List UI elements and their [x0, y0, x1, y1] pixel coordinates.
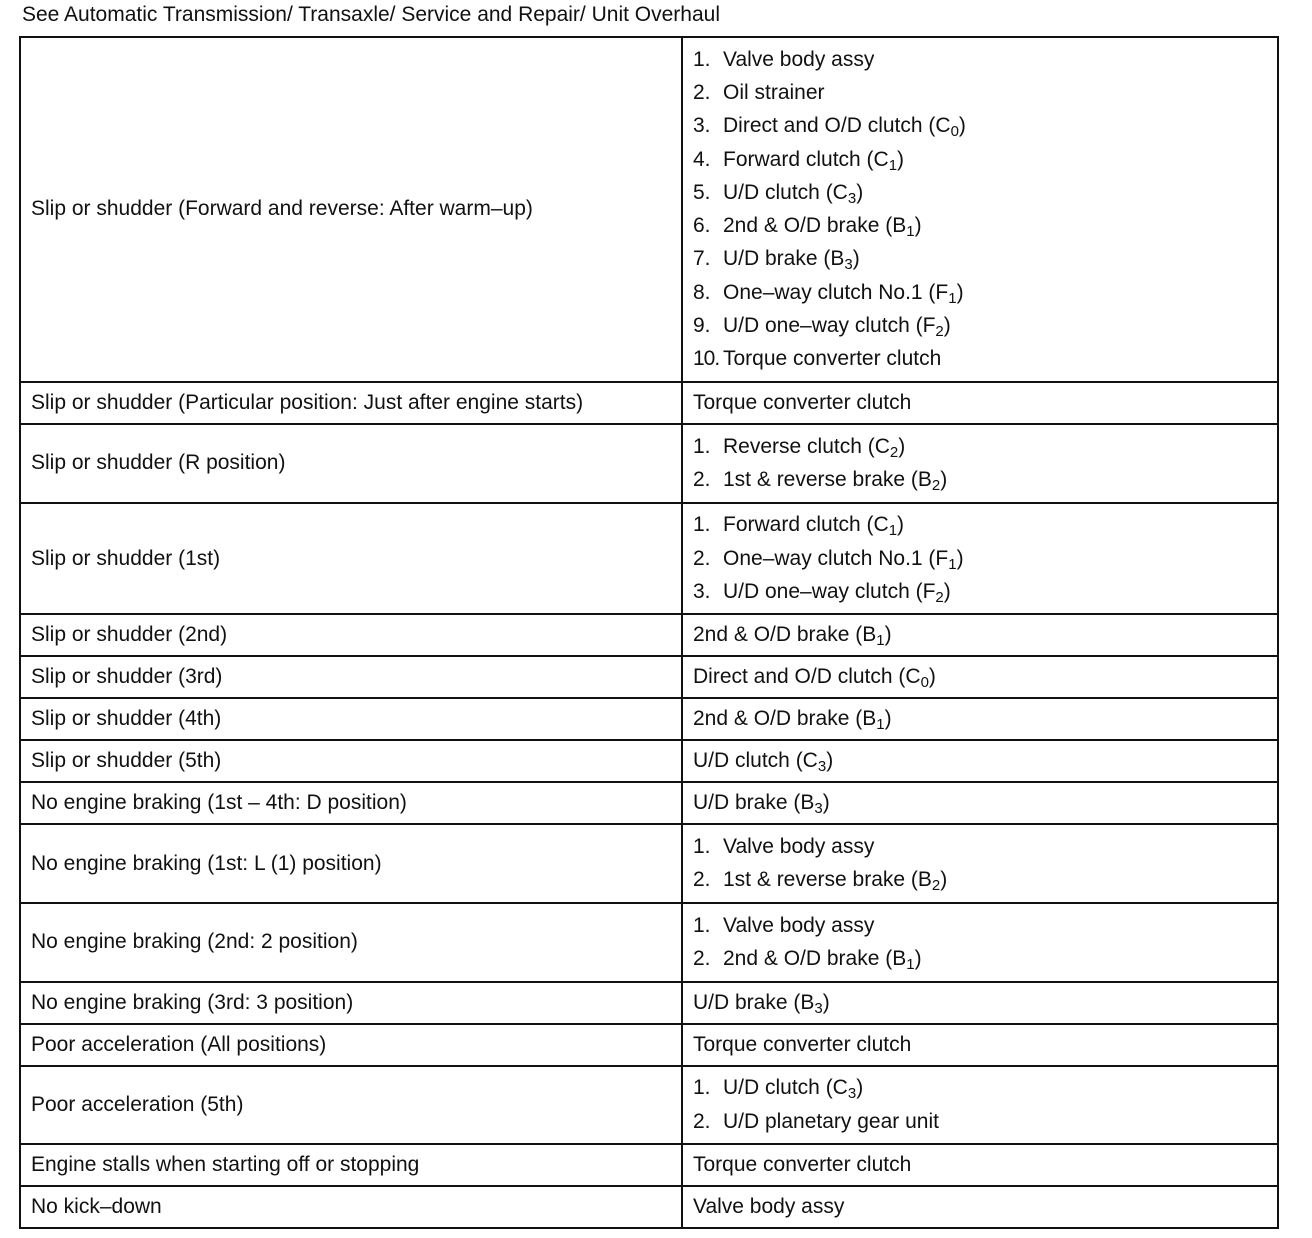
item-number: 8.: [693, 280, 711, 304]
item-number: 9.: [693, 314, 711, 338]
item-body: [723, 281, 964, 305]
symptom-cell: No engine braking (1st: L (1) position): [20, 824, 682, 903]
list-item: [693, 343, 1277, 376]
item-text: U/D one–way clutch (F: [723, 314, 936, 338]
item-body: [723, 868, 948, 895]
item-number: 2.: [693, 80, 711, 104]
item-body: [723, 1110, 939, 1134]
item-close-paren: ): [897, 147, 905, 171]
item-body: [723, 148, 904, 172]
item-text: One–way clutch No.1 (F: [723, 280, 949, 304]
table-row: [20, 1186, 1278, 1228]
item-number: 1.: [693, 47, 711, 71]
item-number: 2.: [693, 467, 711, 491]
item-subscript: 1: [876, 632, 885, 650]
item-text: U/D planetary gear unit: [723, 1109, 939, 1133]
table-row: [20, 1024, 1278, 1066]
item-body: [723, 947, 922, 971]
item-body: [723, 435, 905, 459]
item-subscript: 1: [948, 289, 957, 307]
item-text: U/D brake (B: [693, 791, 815, 815]
item-close-paren: ): [928, 665, 936, 689]
single-item: [693, 990, 830, 1017]
inspection-list: [693, 1067, 1277, 1144]
inspection-item-cell: [682, 782, 1278, 824]
item-number: 6.: [693, 214, 711, 238]
item-text: 1st & reverse brake (B: [723, 868, 932, 892]
inspection-item-cell: [682, 382, 1278, 424]
item-text: 2nd & O/D brake (B: [693, 623, 877, 647]
item-text: Torque converter clutch: [693, 1032, 912, 1056]
inspection-item-cell: [682, 1144, 1278, 1186]
inspection-item-cell: [682, 656, 1278, 698]
symptom-cell: Engine stalls when starting off or stopping: [20, 1144, 682, 1186]
list-item: [693, 243, 1277, 276]
item-close-paren: ): [914, 214, 922, 238]
table-row: [20, 37, 1278, 382]
item-subscript: 3: [817, 758, 827, 776]
inspection-item-cell: [682, 698, 1278, 740]
item-text: 1st & reverse brake (B: [723, 467, 932, 491]
list-item: [693, 309, 1277, 342]
item-number: 1.: [693, 1076, 711, 1100]
item-subscript: 3: [844, 256, 853, 274]
item-text: Oil strainer: [723, 80, 825, 104]
item-subscript: 3: [814, 800, 823, 818]
item-subscript: 1: [906, 223, 915, 241]
item-subscript: 2: [935, 323, 944, 341]
list-item: [693, 575, 1277, 608]
inspection-item-cell: [682, 614, 1278, 656]
list-item: [693, 1105, 1277, 1138]
inspection-item-cell: [682, 424, 1278, 503]
list-item: [693, 1072, 1277, 1105]
table-row: [20, 382, 1278, 424]
table-row: [20, 424, 1278, 503]
item-number: 5.: [693, 180, 711, 204]
item-text: U/D clutch (C: [693, 749, 818, 773]
item-number: 1.: [693, 835, 711, 859]
list-item: [693, 209, 1277, 242]
item-subscript: 1: [888, 156, 898, 174]
inspection-list: [693, 504, 1277, 614]
item-subscript: 2: [931, 476, 941, 494]
inspection-list: [693, 425, 1277, 502]
item-subscript: 2: [931, 877, 941, 895]
symptom-cell: Poor acceleration (All positions): [20, 1024, 682, 1066]
list-item: [693, 830, 1277, 863]
item-subscript: 3: [814, 999, 823, 1017]
item-number: 2.: [693, 946, 711, 970]
item-text: Torque converter clutch: [693, 1153, 912, 1177]
single-item: [693, 391, 911, 414]
item-text: Reverse clutch (C: [723, 434, 890, 458]
item-close-paren: ): [940, 467, 948, 491]
item-close-paren: ): [940, 868, 948, 892]
item-body: [723, 114, 966, 141]
list-item: [693, 143, 1277, 176]
item-subscript: 1: [906, 955, 915, 973]
item-number: 4.: [693, 147, 711, 171]
symptom-cell: Slip or shudder (Particular position: Just after engine starts): [20, 382, 682, 424]
item-number: 10.: [693, 347, 720, 371]
item-subscript: 2: [935, 588, 944, 606]
list-item: [693, 864, 1277, 897]
symptom-cell: Slip or shudder (5th): [20, 740, 682, 782]
inspection-item-cell: [682, 1186, 1278, 1228]
list-item: [693, 909, 1277, 942]
inspection-list: [693, 825, 1277, 902]
item-text: Torque converter clutch: [693, 390, 912, 414]
symptom-cell: Slip or shudder (2nd): [20, 614, 682, 656]
item-text: Valve body assy: [723, 47, 875, 71]
item-text: Valve body assy: [723, 913, 875, 937]
list-item: [693, 509, 1277, 542]
item-subscript: 0: [920, 674, 929, 692]
table-row: [20, 982, 1278, 1024]
diagnosis-table: [19, 36, 1279, 1229]
item-close-paren: ): [943, 314, 951, 338]
item-close-paren: ): [856, 180, 864, 204]
symptom-cell: Slip or shudder (4th): [20, 698, 682, 740]
item-body: [723, 513, 905, 540]
item-body: [723, 347, 941, 371]
table-row: [20, 1144, 1278, 1186]
table-row: [20, 740, 1278, 782]
item-subscript: 0: [950, 123, 959, 141]
list-item: [693, 430, 1277, 463]
table-row: [20, 903, 1278, 982]
item-text: Direct and O/D clutch (C: [723, 114, 951, 138]
item-body: [723, 914, 874, 938]
item-subscript: 2: [889, 443, 899, 461]
item-text: U/D brake (B: [693, 990, 815, 1014]
table-row: [20, 503, 1278, 615]
list-item: [693, 110, 1277, 143]
item-subscript: 3: [847, 189, 857, 207]
table-row: [20, 698, 1278, 740]
item-body: [723, 580, 951, 604]
symptom-cell: Slip or shudder (3rd): [20, 656, 682, 698]
symptom-cell: Slip or shudder (Forward and reverse: After warm–up): [20, 37, 682, 382]
item-text: Torque converter clutch: [723, 347, 942, 371]
item-text: Direct and O/D clutch (C: [693, 665, 921, 689]
table-row: [20, 656, 1278, 698]
item-text: 2nd & O/D brake (B: [723, 214, 907, 238]
inspection-list: [693, 38, 1277, 381]
inspection-list: [693, 904, 1277, 981]
item-number: 2.: [693, 546, 711, 570]
item-body: [723, 468, 947, 492]
item-close-paren: ): [884, 623, 892, 647]
single-item: [693, 1033, 911, 1056]
single-item: [693, 665, 936, 692]
list-item: [693, 76, 1277, 109]
item-number: 1.: [693, 513, 711, 537]
inspection-item-cell: [682, 824, 1278, 903]
item-body: [723, 547, 964, 571]
item-number: 1.: [693, 434, 711, 458]
item-subscript: 1: [888, 522, 898, 540]
inspection-item-cell: [682, 740, 1278, 782]
list-item: [693, 942, 1277, 975]
symptom-cell: No engine braking (1st – 4th: D position): [20, 782, 682, 824]
item-text: U/D one–way clutch (F: [723, 579, 936, 603]
item-body: [723, 214, 922, 241]
single-item: [693, 1195, 844, 1218]
item-text: U/D brake (B: [723, 247, 845, 271]
item-text: Valve body assy: [723, 835, 875, 859]
item-body: [723, 1076, 864, 1103]
item-subscript: 1: [876, 716, 885, 734]
single-item: [693, 749, 834, 776]
single-item: [693, 1153, 911, 1176]
item-text: 2nd & O/D brake (B: [723, 946, 907, 970]
item-close-paren: ): [826, 749, 834, 773]
item-close-paren: ): [956, 546, 964, 570]
item-body: [723, 181, 863, 205]
symptom-cell: No engine braking (3rd: 3 position): [20, 982, 682, 1024]
item-text: 2nd & O/D brake (B: [693, 707, 877, 731]
item-body: [723, 314, 951, 341]
item-close-paren: ): [898, 434, 906, 458]
item-number: 3.: [693, 579, 711, 603]
item-body: [723, 247, 860, 274]
table-row: [20, 824, 1278, 903]
list-item: [693, 276, 1277, 309]
list-item: [693, 542, 1277, 575]
item-subscript: 3: [847, 1085, 857, 1103]
item-number: 7.: [693, 247, 711, 271]
item-number: 3.: [693, 114, 711, 138]
symptom-cell: Poor acceleration (5th): [20, 1066, 682, 1145]
item-close-paren: ): [852, 247, 860, 271]
item-body: [723, 48, 874, 72]
item-text: Forward clutch (C: [723, 513, 889, 537]
item-body: [723, 81, 825, 105]
symptom-cell: Slip or shudder (1st): [20, 503, 682, 615]
symptom-cell: No kick–down: [20, 1186, 682, 1228]
inspection-item-cell: [682, 1066, 1278, 1145]
item-text: Forward clutch (C: [723, 147, 889, 171]
symptom-cell: Slip or shudder (R position): [20, 424, 682, 503]
item-text: U/D clutch (C: [723, 180, 848, 204]
single-item: [693, 707, 892, 734]
inspection-item-cell: [682, 503, 1278, 615]
item-text: One–way clutch No.1 (F: [723, 546, 949, 570]
inspection-item-cell: [682, 982, 1278, 1024]
list-item: [693, 176, 1277, 209]
item-number: 2.: [693, 1109, 711, 1133]
item-close-paren: ): [884, 707, 892, 731]
list-item: [693, 43, 1277, 76]
page-heading: See Automatic Transmission/ Transaxle/ Service and Repair/ Unit Overhaul: [22, 3, 720, 26]
item-number: 1.: [693, 913, 711, 937]
item-body: [723, 835, 874, 859]
item-text: U/D clutch (C: [723, 1076, 848, 1100]
item-subscript: 1: [948, 555, 957, 573]
item-close-paren: ): [897, 513, 905, 537]
item-text: Valve body assy: [693, 1195, 845, 1219]
item-close-paren: ): [956, 280, 964, 304]
single-item: [693, 623, 892, 650]
inspection-item-cell: [682, 37, 1278, 382]
inspection-item-cell: [682, 903, 1278, 982]
item-close-paren: ): [914, 946, 922, 970]
item-close-paren: ): [856, 1076, 864, 1100]
table-row: [20, 782, 1278, 824]
inspection-item-cell: [682, 1024, 1278, 1066]
table-row: [20, 1066, 1278, 1145]
item-close-paren: ): [822, 990, 830, 1014]
item-close-paren: ): [943, 579, 951, 603]
item-close-paren: ): [822, 791, 830, 815]
table-row: [20, 614, 1278, 656]
single-item: [693, 791, 830, 818]
list-item: [693, 463, 1277, 496]
item-number: 2.: [693, 868, 711, 892]
item-close-paren: ): [958, 114, 966, 138]
symptom-cell: No engine braking (2nd: 2 position): [20, 903, 682, 982]
